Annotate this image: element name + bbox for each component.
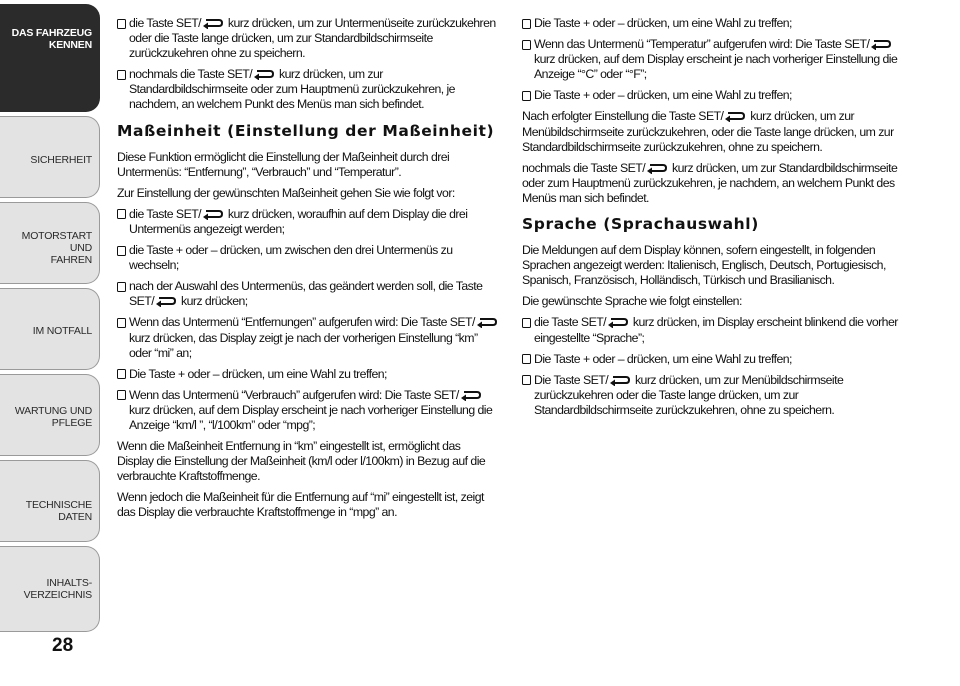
item-text: kurz drücken, auf dem Display erscheint je nach vorheriger Einstellung die Anzeige “°C” oder “°F”; (534, 52, 898, 82)
checkbox-bullet-icon (117, 369, 126, 380)
item-text: Wenn das Untermenü “Entfernungen” aufgerufen wird: Die Taste SET/ (129, 315, 475, 330)
item-text: kurz drücken, um zur Untermenüseite zurückzukehren oder die Taste lange drücken, um zur Standardbildschirmseite zurückzukehren ohne zu speichern. (129, 16, 496, 61)
list-item (117, 315, 499, 360)
item-text: Die Taste + oder – drücken, um eine Wahl zu treffen; (534, 351, 792, 366)
checkbox-bullet-icon (117, 18, 126, 29)
paragraph: Die Meldungen auf dem Display können, sofern eingestellt, in folgenden Sprachen angezeigt werden: Italienisch, Englisch, Deutsch, Portugiesisch, Spanisch, Französisch, Holländisch, Türkisch und Brasilianisch. (522, 243, 886, 288)
checkbox-bullet-icon (117, 281, 126, 292)
item-text: Die Taste SET/ (534, 372, 609, 387)
tab-label: IM NOTFALL (32, 325, 92, 337)
paragraph (522, 161, 907, 206)
item-text: kurz drücken, woraufhin auf dem Display die drei Untermenüs angezeigt werden; (129, 206, 468, 236)
paragraph-text: Nach erfolgter Einstellung die Taste SET/ (522, 109, 724, 124)
return-arrow-icon (476, 317, 498, 328)
item-text: Wenn das Untermenü “Temperatur” aufgerufen wird: Die Taste SET/ (534, 37, 870, 52)
item-text: nach der Auswahl des Untermenüs, das geändert werden soll, die Taste SET/ (129, 279, 483, 309)
list-item (522, 315, 907, 345)
list-item (117, 243, 499, 273)
checkbox-bullet-icon (522, 18, 531, 29)
list-item (117, 67, 499, 112)
paragraph: Die gewünschte Sprache wie folgt einstellen: (522, 294, 742, 309)
tab-label: TECHNISCHE DATEN (25, 499, 92, 523)
list-item (117, 367, 499, 382)
paragraph-text: kurz drücken, um zur Menübildschirmseite zurückzukehren, oder die Taste lange drücken, um zur Standardbildschirmseite zurückzukehren, ohne zu speichern. (522, 109, 894, 154)
tab-technische-daten[interactable] (0, 460, 100, 542)
tab-inhaltsverzeichnis[interactable] (0, 546, 100, 632)
tab-label: MOTORSTART UND FAHREN (21, 230, 92, 266)
checkbox-bullet-icon (117, 209, 126, 220)
paragraph-text: nochmals die Taste SET/ (522, 160, 646, 175)
tab-sicherheit[interactable] (0, 116, 100, 198)
checkbox-bullet-icon (522, 375, 531, 386)
item-text: kurz drücken, auf dem Display erscheint je nach vorheriger Einstellung die Anzeige “km/l ”, “l/100km” oder “mpg”; (129, 402, 493, 432)
return-arrow-icon (870, 39, 892, 50)
return-arrow-icon (724, 111, 746, 122)
item-text: die Taste + oder – drücken, um zwischen den drei Untermenüs zu wechseln; (129, 243, 453, 273)
item-text: kurz drücken, um zur Standardbildschirmseite oder zum Hauptmenü zurückzukehren, je nachdem, an welchem Punkt des Menüs man sich befindet. (129, 67, 455, 112)
list-item (117, 279, 499, 309)
list-item (117, 207, 499, 237)
paragraph-text: kurz drücken, um zur Standardbildschirmseite oder zum Hauptmenü zurückzukehren, je nachdem, an welchem Punkt des Menüs man sich befindet. (522, 160, 898, 205)
return-arrow-icon (646, 163, 668, 174)
sidebar-nav (0, 0, 104, 686)
paragraph: Wenn jedoch die Maßeinheit für die Entfernung auf “mi” eingestellt ist, zeigt das Display die verbrauchte Kraftstoffmenge in “mpg” an. (117, 490, 484, 520)
section-heading: Sprache (Sprachauswahl) (522, 215, 759, 234)
tab-label: SICHERHEIT (30, 154, 92, 166)
item-text: kurz drücken, um zur Menübildschirmseite zurückzukehren oder die Taste lange drücken, um zur Standardbildschirmseite zurückzukehren, ohne zu speichern. (534, 372, 844, 417)
item-text: Wenn das Untermenü “Verbrauch” aufgerufen wird: Die Taste SET/ (129, 387, 459, 402)
tab-motorstart-und-fahren[interactable] (0, 202, 100, 284)
page-number: 28 (52, 635, 74, 656)
return-arrow-icon (202, 209, 224, 220)
checkbox-bullet-icon (522, 90, 531, 101)
right-column (522, 16, 907, 424)
tab-label: INHALTS- VERZEICHNIS (23, 577, 92, 601)
return-arrow-icon (607, 317, 629, 328)
paragraph: Diese Funktion ermöglicht die Einstellung der Maßeinheit durch drei Untermenüs: “Entfernung”, “Verbrauch” und “Temperatur”. (117, 149, 450, 179)
checkbox-bullet-icon (117, 390, 126, 401)
return-arrow-icon (253, 69, 275, 80)
tab-im-notfall[interactable] (0, 288, 100, 370)
return-arrow-icon (609, 375, 631, 386)
checkbox-bullet-icon (522, 354, 531, 365)
list-item (117, 388, 499, 433)
item-text: Die Taste + oder – drücken, um eine Wahl zu treffen; (534, 88, 792, 103)
return-arrow-icon (155, 296, 177, 307)
left-column (117, 16, 499, 527)
checkbox-bullet-icon (522, 317, 531, 328)
list-item (522, 373, 907, 418)
list-item (522, 352, 907, 367)
paragraph (522, 109, 907, 154)
paragraph: Zur Einstellung der gewünschten Maßeinheit gehen Sie wie folgt vor: (117, 185, 455, 200)
item-text: kurz drücken, das Display zeigt je nach der vorherigen Einstellung “km” oder “mi” an; (129, 330, 478, 360)
item-text: Die Taste + oder – drücken, um eine Wahl zu treffen; (534, 16, 792, 30)
item-text: die Taste SET/ (129, 206, 202, 221)
return-arrow-icon (460, 390, 482, 401)
section-heading: Maßeinheit (Einstellung der Maßeinheit) (117, 121, 495, 140)
paragraph: Wenn die Maßeinheit Entfernung in “km” eingestellt ist, ermöglicht das Display die Einstellung der Maßeinheit (km/l oder l/100km) in Bezug auf die verbrauchte Kraftstoffmenge. (117, 439, 486, 484)
checkbox-bullet-icon (117, 69, 126, 80)
return-arrow-icon (202, 18, 224, 29)
item-text: die Taste SET/ (129, 16, 202, 30)
item-text: nochmals die Taste SET/ (129, 67, 253, 82)
tab-label: DAS FAHRZEUG KENNEN (11, 27, 92, 51)
tab-wartung-und-pflege[interactable] (0, 374, 100, 456)
tab-das-fahrzeug-kennen[interactable] (0, 4, 100, 112)
item-text: kurz drücken, im Display erscheint blinkend die vorher eingestellte “Sprache”; (534, 315, 898, 345)
item-text: Die Taste + oder – drücken, um eine Wahl zu treffen; (129, 366, 387, 381)
list-item (522, 88, 907, 103)
list-item (117, 16, 499, 61)
checkbox-bullet-icon (522, 39, 531, 50)
list-item (522, 16, 907, 31)
item-text: die Taste SET/ (534, 315, 607, 330)
tab-label: WARTUNG UND PFLEGE (14, 405, 92, 429)
checkbox-bullet-icon (117, 245, 126, 256)
list-item (522, 37, 907, 82)
checkbox-bullet-icon (117, 317, 126, 328)
item-text: kurz drücken; (178, 294, 248, 309)
